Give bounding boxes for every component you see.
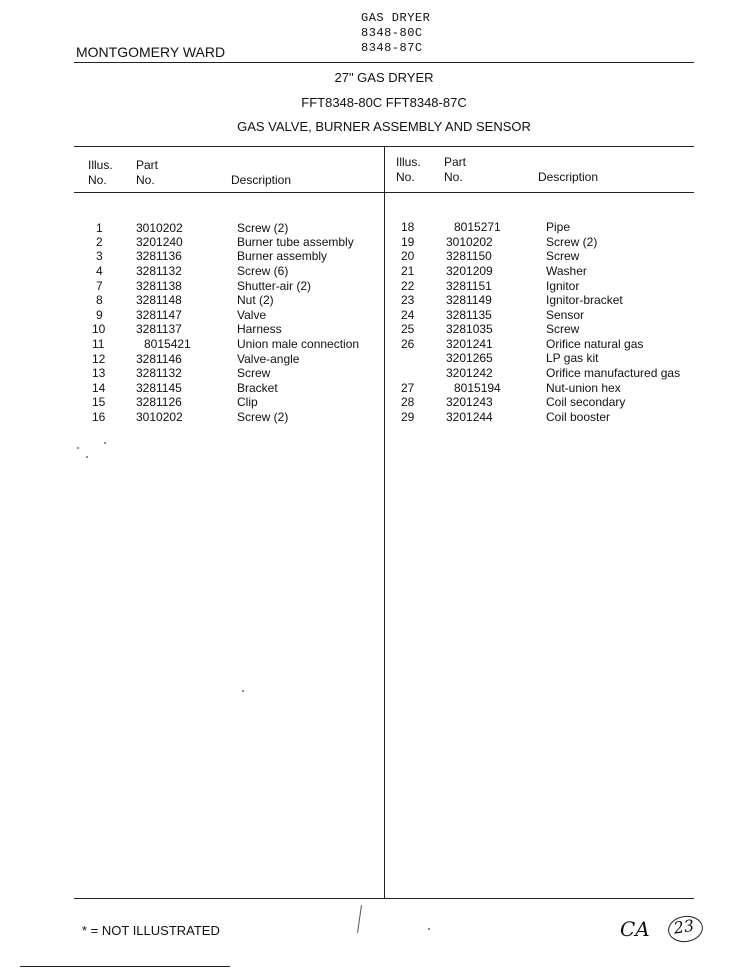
illus-number: 4 [96,264,103,278]
part-header-line2: No. [136,173,155,187]
illus-number: 19 [401,235,415,249]
part-description: Washer [546,264,587,278]
scan-speck [86,456,88,458]
part-description: Coil booster [546,410,611,424]
part-number: 3201241 [446,337,493,351]
scan-speck [242,690,244,692]
section-title: GAS VALVE, BURNER ASSEMBLY AND SENSOR [237,119,531,134]
part-number: 3281137 [136,322,182,336]
part-number: 3201240 [136,235,183,249]
part-description: Coil secondary [546,395,626,409]
page-mark-number: 23 [672,915,696,938]
part-description: Burner assembly [237,249,328,263]
part-number: 3281132 [136,264,182,278]
part-number: 3281146 [136,352,182,366]
scan-speck [428,928,430,930]
page-mark-circle [666,914,704,945]
illus-number: 22 [401,279,415,293]
part-description: Bracket [237,381,278,395]
part-description: Pipe [546,220,571,234]
model-number-1: 8348-80C [361,26,423,40]
part-description: LP gas kit [546,351,599,365]
left-part-header [136,158,158,188]
part-description: Nut-union hex [546,381,621,395]
illus-header-line1: Illus. [396,155,421,169]
illus-number: 21 [401,264,415,278]
handwritten-initials: CA [620,917,650,941]
illus-number: 13 [92,366,106,380]
part-description: Sensor [546,308,585,322]
part-description: Nut (2) [237,293,274,307]
model-list: FFT8348-80C FFT8348-87C [301,95,467,110]
part-number: 3281148 [136,293,182,307]
illus-number: 3 [96,249,103,263]
illus-header-line1: Illus. [88,158,113,172]
part-number: 8015421 [144,337,191,351]
part-number: 3281145 [136,381,182,395]
part-number: 3201209 [446,264,493,278]
part-description: Ignitor [546,279,580,293]
part-number: 3010202 [136,221,183,235]
illus-number: 1 [96,221,103,235]
illus-number: 23 [401,293,415,307]
scan-mark [357,905,362,933]
part-number: 3281136 [136,249,182,263]
illus-number: 29 [401,410,415,424]
part-description: Clip [237,395,258,409]
part-description: Harness [237,322,282,336]
product-name: GAS DRYER [361,11,431,25]
illus-number: 10 [92,322,106,336]
part-number: 3010202 [446,235,493,249]
illus-header-line2: No. [396,170,415,184]
part-description: Valve-angle [237,352,300,366]
part-description: Burner tube assembly [237,235,354,249]
part-number: 3281126 [136,395,182,409]
table-bottom-rule [74,898,694,899]
part-description: Shutter-air (2) [237,279,312,293]
part-number: 3201265 [446,351,493,365]
part-number: 3010202 [136,410,183,424]
part-description: Ignitor-bracket [546,293,623,307]
brand-name: MONTGOMERY WARD [76,44,226,60]
part-number: 3201244 [446,410,493,424]
illus-number: 8 [96,293,103,307]
illus-number: 7 [96,279,103,293]
part-description: Screw [546,249,580,263]
illus-number: 9 [96,308,103,322]
part-description: Union male connection [237,337,360,351]
illus-number: 16 [92,410,106,424]
right-part-header [444,155,466,185]
illus-number: 25 [401,322,415,336]
part-number: 3281135 [446,308,492,322]
left-description-header: Description [231,173,292,187]
part-description: Screw (6) [237,264,289,278]
part-number: 3281149 [446,293,492,307]
part-number: 3281035 [446,322,493,336]
part-description: Screw (2) [237,410,289,424]
part-header-line1: Part [444,155,467,169]
column-divider [384,146,385,899]
part-number: 3201243 [446,395,493,409]
page-title: 27" GAS DRYER [334,70,434,85]
illus-number: 2 [96,235,103,249]
illus-number: 18 [401,220,415,234]
part-description: Screw [237,366,271,380]
part-number: 3281151 [446,279,492,293]
scan-speck [77,447,79,449]
part-number: 3281132 [136,366,182,380]
part-description: Screw (2) [546,235,598,249]
part-description: Orifice natural gas [546,337,644,351]
part-header-line2: No. [444,170,463,184]
illus-number: 15 [92,395,106,409]
part-description: Orifice manufactured gas [546,366,681,380]
illus-number: 24 [401,308,415,322]
part-description: Screw (2) [237,221,289,235]
illus-number: 12 [92,352,106,366]
part-description: Screw [546,322,580,336]
part-number: 3281147 [136,308,182,322]
illus-number: 28 [401,395,415,409]
illus-number: 27 [401,381,415,395]
illus-number: 11 [92,337,105,351]
model-number-2: 8348-87C [361,41,423,55]
part-number: 3201242 [446,366,493,380]
right-description-header: Description [538,170,599,184]
part-number: 8015271 [454,220,501,234]
illus-header-line2: No. [88,173,107,187]
bottom-edge-rule [20,966,230,967]
illus-number: 14 [92,381,106,395]
part-description: Valve [237,308,267,322]
scan-speck [104,442,106,444]
part-number: 8015194 [454,381,501,395]
left-illus-header [88,158,113,188]
header-rule [74,62,694,63]
illus-number: 20 [401,249,415,263]
part-number: 3281150 [446,249,492,263]
right-illus-header [396,155,421,185]
not-illustrated-note: * = NOT ILLUSTRATED [82,923,220,938]
part-number: 3281138 [136,279,182,293]
illus-number: 26 [401,337,415,351]
part-header-line1: Part [136,158,159,172]
